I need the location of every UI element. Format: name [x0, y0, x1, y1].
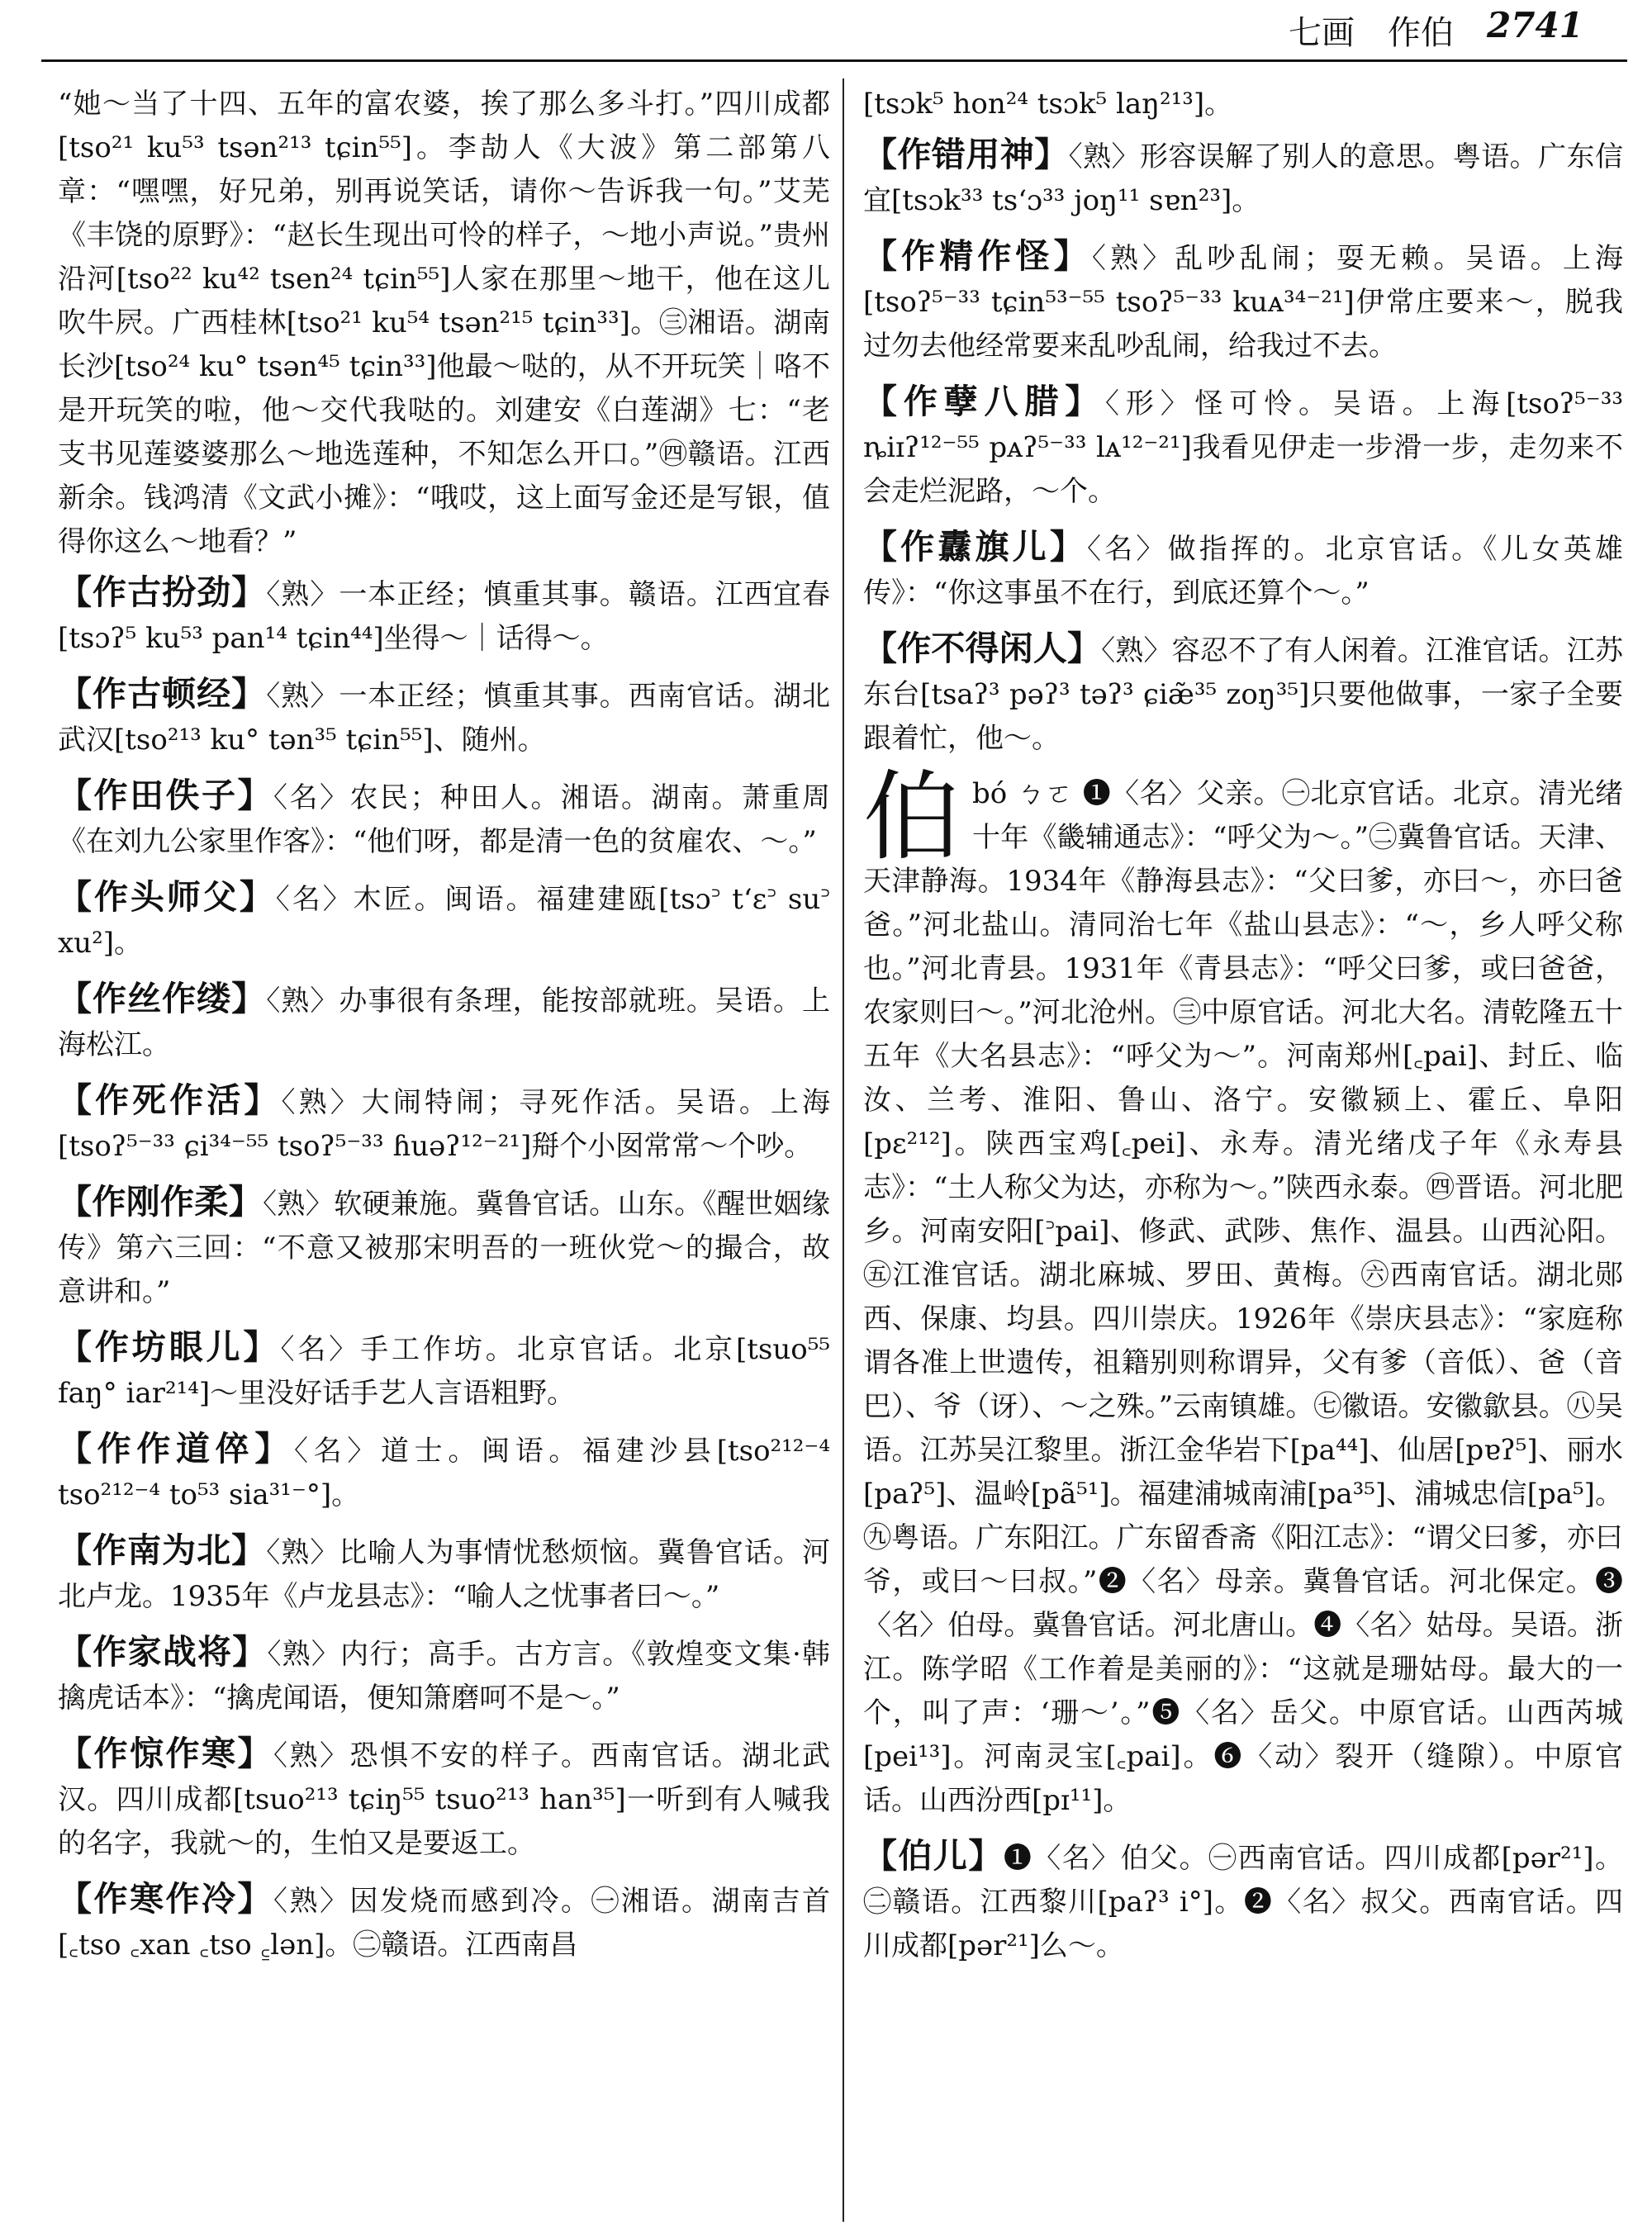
entry-definition: 〈形〉怪可怜。吴语。上海[tsoʔ⁵⁻³³ ȵiɪʔ¹²⁻⁵⁵ pᴀʔ⁵⁻³³ lᴀ¹²⁻²¹]我看见伊走一步滑一步，走勿来不会走烂泥路，～个。 — [863, 387, 1623, 508]
entry-headword: 【作丝作缕】 — [58, 979, 267, 1018]
entry-headword: 【作纛旗儿】 — [863, 527, 1088, 567]
entry-headword: 【作不得闲人】 — [863, 629, 1102, 668]
page-header — [0, 0, 1652, 73]
entry-definition: 〈熟〉容忍不了有人闲着。江淮官话。江苏东台[tsaʔ³ pəʔ³ təʔ³ ɕiæ̃³⁵ zoŋ³⁵]只要他做事，一家子全要跟着忙，他～。 — [863, 634, 1623, 755]
entry-definition: 〈名〉木匠。闽语。福建建瓯[tsɔ꜄ t‘ɛ꜄ su꜄ xu²]。 — [58, 883, 830, 960]
dictionary-entry — [58, 1326, 830, 1416]
entry-headword: 【作古顿经】 — [58, 674, 267, 714]
character-entry — [863, 760, 1623, 1823]
header-rule — [41, 59, 1627, 62]
dictionary-entry — [863, 1834, 1623, 1968]
dictionary-entry — [58, 1427, 830, 1517]
entry-headword: 【作寒作冷】 — [58, 1879, 273, 1919]
entry-headword: 【伯儿】 — [863, 1836, 1004, 1876]
entry-definition: 〈熟〉办事很有条理，能按部就班。吴语。上海松江。 — [58, 985, 830, 1061]
entry-definition: 〈名〉道士。闽语。福建沙县[tso²¹²⁻⁴ tso²¹²⁻⁴ to⁵³ sia³¹⁻°]。 — [58, 1435, 830, 1511]
dictionary-entry — [863, 133, 1623, 223]
dictionary-entry — [58, 571, 830, 661]
dictionary-entry — [58, 1732, 830, 1866]
dictionary-entry — [58, 1877, 830, 1967]
dictionary-entry — [863, 525, 1623, 615]
dictionary-entry — [58, 1529, 830, 1619]
continuation-text: [tsɔk⁵ hon²⁴ tsɔk⁵ laŋ²¹³]。 — [863, 88, 1233, 121]
entry-definition: 〈名〉做指挥的。北京官话。《儿女英雄传》：“你这事虽不在行，到底还算个～。” — [863, 533, 1623, 610]
section-title: 七画 作伯 — [1289, 14, 1454, 52]
entry-headword: 【作头师父】 — [58, 877, 276, 917]
entry-headword: 【作南为北】 — [58, 1530, 267, 1570]
left-column — [58, 83, 830, 2222]
entry-definition: 〈熟〉形容误解了别人的意思。粤语。广东信宜[tsɔk³³ ts‘ɔ³³ joŋ¹¹ sɐn²³]。 — [863, 140, 1623, 217]
entry-definition: 〈熟〉乱吵乱闹；耍无赖。吴语。上海[tsoʔ⁵⁻³³ tɕin⁵³⁻⁵⁵ tsoʔ⁵⁻³³ kuᴀ³⁴⁻²¹]伊常庄要来～，脱我过勿去他经常要来乱吵乱闹，给我过不去。 — [863, 242, 1623, 363]
entry-headword: 【作刚作柔】 — [58, 1182, 263, 1222]
entry-definition: 〈熟〉因发烧而感到冷。㊀湘语。湖南吉首[꜀tso ꜀xan ꜀tso ꜁lən]。㊁赣语。江西南昌 — [58, 1885, 830, 1962]
entry-headword: 【作精作怪】 — [863, 236, 1092, 276]
entry-headword: 【作古扮劲】 — [58, 572, 267, 612]
right-column — [863, 83, 1623, 2222]
entry-definition: 〈熟〉软硬兼施。冀鲁官话。山东。《醒世姻缘传》第六三回：“不意又被那宋明吾的一班伙党～的撮合，故意讲和。” — [58, 1188, 830, 1308]
character-definition: bó ㄅㄛ ❶〈名〉父亲。㊀北京官话。北京。清光绪十年《畿辅通志》：“呼父为～。”㊁冀鲁官话。天津、天津静海。1934年《静海县志》：“父曰爹，亦曰～，亦曰爸爸。”河北盐山。清同治七年《盐山县志》：“～，乡人呼父称也。”河北青县。1931年《青县志》：“呼父曰爹，或曰爸爸，农家则曰～。”河北沧州。㊂中原官话。河北大名。清乾隆五十五年《大名县志》：“呼父为～”。河南郑州[꜀pai]、封丘、临汝、兰考、淮阳、鲁山、洛宁。安徽颍上、霍丘、阜阳[pɛ²¹²]。陕西宝鸡[꜀pei]、永寿。清光绪戊子年《永寿县志》：“土人称父为达，亦称为～。”陕西永泰。㊃晋语。河北肥乡。河南安阳[꜄pai]、修武、武陟、焦作、温县。山西沁阳。㊄江淮官话。湖北麻城、罗田、黄梅。㊅西南官话。湖北郧西、保康、均县。四川崇庆。1926年《崇庆县志》：“家庭称谓各准上世遗传，祖籍别则称谓异，父有爹（音低）、爸（音巴）、爷（讶）、～之殊。”云南镇雄。㊆徽语。安徽歙县。㊇吴语。江苏吴江黎里。浙江金华岩下[pa⁴⁴]、仙居[pɐʔ⁵]、丽水[paʔ⁵]、温岭[pã⁵¹]。福建浦城南浦[pa³⁵]、浦城忠信[pa⁵]。㊈粤语。广东阳江。广东留香斋《阳江志》：“谓父曰爹，亦曰爷，或曰～曰叔。”❷〈名〉母亲。冀鲁官话。河北保定。❸〈名〉伯母。冀鲁官话。河北唐山。❹〈名〉姑母。吴语。浙江。陈学昭《工作着是美丽的》：“这就是珊姑母。最大的一个，叫了声：‘珊～’。”❺〈名〉岳父。中原官话。山西芮城[pei¹³]。河南灵宝[꜀pai]。❻〈动〉裂开（缝隙）。中原官话。山西汾西[pɪ¹¹]。 — [863, 777, 1623, 1817]
character-headword: 伯 — [863, 760, 961, 874]
entry-definition: 〈熟〉恐惧不安的样子。西南官话。湖北武汉。四川成都[tsuo²¹³ tɕiŋ⁵⁵ tsuo²¹³ han³⁵]一听到有人喊我的名字，我就～的，生怕又是要返工。 — [58, 1739, 830, 1860]
column-divider — [843, 78, 844, 2222]
dictionary-entry — [863, 380, 1623, 514]
page-number: 2741 — [1487, 5, 1583, 45]
entry-headword: 【作死作活】 — [58, 1080, 282, 1120]
entry-definition: 〈名〉手工作坊。北京官话。北京[tsuo⁵⁵ faŋ° iar²¹⁴]～里没好话手艺人言语粗野。 — [58, 1333, 830, 1410]
dictionary-entry — [863, 235, 1623, 368]
dictionary-entry — [58, 774, 830, 864]
entry-definition: 〈名〉农民；种田人。湘语。湖南。萧重周《在刘九公家里作客》：“他们呀，都是清一色的贫雇农、～。” — [58, 781, 830, 858]
dictionary-entry — [58, 1180, 830, 1314]
entry-definition: 〈熟〉大闹特闹；寻死作活。吴语。上海[tsoʔ⁵⁻³³ ɕi³⁴⁻⁵⁵ tsoʔ⁵⁻³³ ɦuəʔ¹²⁻²¹]搿个小囡常常～个吵。 — [58, 1086, 830, 1163]
entry-headword: 【作孽八腊】 — [863, 382, 1106, 421]
entry-headword: 【作家战将】 — [58, 1632, 268, 1672]
continuation-text: “她～当了十四、五年的富农婆，挨了那么多斗打。”四川成都[tso²¹ ku⁵³ tsən²¹³ tɕin⁵⁵]。李劼人《大波》第二部第八章：“嘿嘿，好兄弟，别再说笑话，请你～告诉我一句。”艾芜《丰饶的原野》：“赵长生现出可怜的样子，～地小声说。”贵州沿河[tso²² ku⁴² tsen²⁴ tɕin⁵⁵]人家在那里～地干，他在这儿吹牛屄。广西桂林[tso²¹ ku⁵⁴ tsən²¹⁵ tɕin³³]。㊂湘语。湖南长沙[tso²⁴ ku° tsən⁴⁵ tɕin³³]他最～哒的，从不开玩笑｜咯不是开玩笑的啦，他～交代我哒的。刘建安《白莲湖》七：“老支书见莲婆婆那么～地选莲种，不知怎么开口。”㊃赣语。江西新余。钱鸿清《文武小摊》：“哦哎，这上面写金还是写银，值得你这么～地看？” — [58, 88, 830, 558]
dictionary-entry — [58, 1630, 830, 1720]
dictionary-entry — [58, 1079, 830, 1169]
entry-headword: 【作作道倅】 — [58, 1429, 295, 1468]
entry-definition: 〈熟〉一本正经；慎重其事。赣语。江西宜春[tsɔʔ⁵ ku⁵³ pan¹⁴ tɕin⁴⁴]坐得～｜话得～。 — [58, 578, 830, 655]
entry-headword: 【作错用神】 — [863, 135, 1069, 174]
entry-headword: 【作田佚子】 — [58, 776, 273, 815]
dictionary-entry — [58, 875, 830, 966]
entry-definition: 〈熟〉内行；高手。古方言。《敦煌变文集·韩擒虎话本》：“擒虎闻语，便知箫磨呵不是～。” — [58, 1638, 830, 1715]
entry-headword: 【作惊作寒】 — [58, 1734, 273, 1773]
dictionary-entry — [58, 672, 830, 762]
entry-definition: 〈熟〉比喻人为事情忧愁烦恼。冀鲁官话。河北卢龙。1935年《卢龙县志》：“喻人之忧事者曰～。” — [58, 1536, 830, 1613]
entry-definition: ❶〈名〉伯父。㊀西南官话。四川成都[pər²¹]。㊁赣语。江西黎川[paʔ³ i°]。❷〈名〉叔父。西南官话。四川成都[pər²¹]么～。 — [863, 1842, 1623, 1962]
dictionary-entry — [58, 977, 830, 1067]
entry-headword: 【作坊眼儿】 — [58, 1327, 281, 1367]
dictionary-entry — [863, 627, 1623, 761]
entry-definition: 〈熟〉一本正经；慎重其事。西南官话。湖北武汉[tso²¹³ ku° tən³⁵ tɕin⁵⁵]、随州。 — [58, 680, 830, 757]
